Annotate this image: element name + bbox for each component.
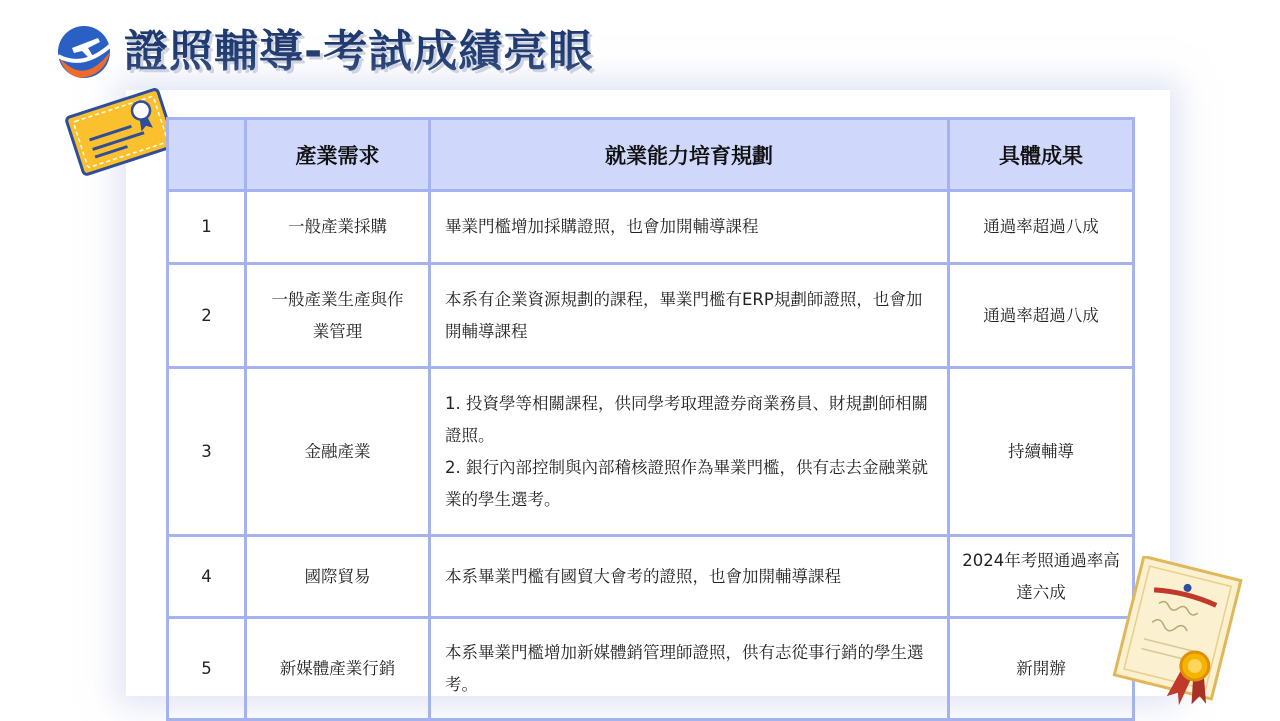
plan-item: 2. 銀行內部控制與內部稽核證照作為畢業門檻，供有志去金融業就業的學生選考。: [445, 457, 928, 509]
industry-cell: 一般產業採購: [246, 191, 430, 264]
header-index: [168, 119, 246, 191]
result-cell: 通過率超過八成: [949, 264, 1134, 368]
row-number: 4: [168, 536, 246, 618]
page-title: 證照輔導-考試成績亮眼: [124, 26, 594, 77]
industry-cell: 一般產業生產與作業管理: [246, 264, 430, 368]
certificate-icon: [62, 84, 178, 176]
header-industry: 產業需求: [246, 119, 430, 191]
plan-cell: [430, 264, 949, 368]
table-row: [168, 191, 1134, 264]
header-plan: 就業能力培育規劃: [430, 119, 949, 191]
table-header-row: [168, 119, 1134, 191]
plan-cell: [430, 536, 949, 618]
row-number: 2: [168, 264, 246, 368]
header-result: 具體成果: [949, 119, 1134, 191]
table-row: [168, 368, 1134, 536]
result-cell: 通過率超過八成: [949, 191, 1134, 264]
industry-cell: 國際貿易: [246, 536, 430, 618]
table-row: [168, 264, 1134, 368]
industry-cell: 金融產業: [246, 368, 430, 536]
row-number: 3: [168, 368, 246, 536]
plan-item: 1. 投資學等相關課程，供同學考取理證券商業務員、財規劃師相關證照。: [445, 393, 928, 445]
result-cell: 2024年考照通過率高達六成: [949, 536, 1134, 618]
result-cell: 新開辦: [949, 618, 1134, 720]
plan-cell: [430, 191, 949, 264]
industry-cell: 新媒體產業行銷: [246, 618, 430, 720]
table-row: [168, 536, 1134, 618]
plan-cell: [430, 618, 949, 720]
table-row: [168, 618, 1134, 720]
plane-globe-logo-icon: [54, 22, 114, 80]
plan-text: 本系畢業門檻增加新媒體銷管理師證照，供有志從事行銷的學生選考。: [445, 642, 924, 694]
diploma-ribbon-icon: [1104, 556, 1244, 712]
certification-table: [166, 117, 1135, 721]
plan-cell: [430, 368, 949, 536]
row-number: 1: [168, 191, 246, 264]
row-number: 5: [168, 618, 246, 720]
plan-text: 畢業門檻增加採購證照，也會加開輔導課程: [445, 217, 759, 236]
plan-text: 本系畢業門檻有國貿大會考的證照，也會加開輔導課程: [445, 566, 841, 586]
result-cell: 持續輔導: [949, 368, 1134, 536]
plan-text: 本系有企業資源規劃的課程，畢業門檻有ERP規劃師證照，也會加開輔導課程: [445, 289, 923, 341]
